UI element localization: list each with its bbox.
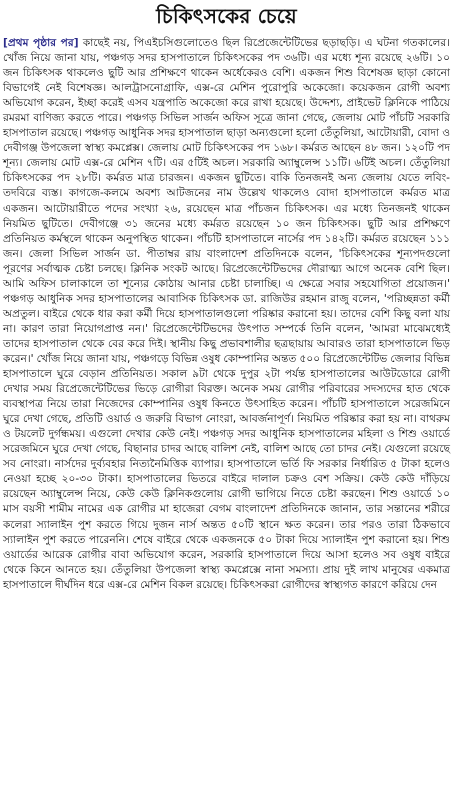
article-headline: চিকিৎসকের চেয়ে <box>156 4 297 28</box>
continued-from-front-page-label: [প্রথম পৃষ্ঠার পর] <box>3 37 79 49</box>
news-article <box>2 0 451 801</box>
article-body-text: কাছেই নয়, পিএইচসিগুলোতেও ছিল রিপ্রেজেন্টেটিভের ছড়াছড়ি। এ ঘটনা গতকালের। খোঁজ নিয়ে জানা যায়, পঞ্চগড় সদর হাসপাতালে চিকিৎসকের পদ ৩৬টি। এর মধ্যে শূন্য রয়েছে ২৬টি। ১০ জন চিকিৎসক থাকলেও ছুটি আর প্রশিক্ষণে থাকেন অর্ধেকেরও বেশি। একজন শিশু বিশেষজ্ঞ ছাড়া কোনো বিভাগেই নেই বিশেষজ্ঞ। আলট্রাসনোগ্রাফি, এক্স-রে মেশিন পুরোপুরি অকেজো। কয়েকজন রোগী অবশ্য অভিযোগ করেন, ইচ্ছা করেই এসব যন্ত্রপাতি অকেজো করে রাখা হয়েছে। উদ্দেশ্য, প্রাইভেট ক্লিনিকে পাঠিয়ে রমরমা বাণিজ্য করতে পারে। পঞ্চগড় সিভিল সার্জন অফিস সূত্রে জানা গেছে, জেলায় মোট পাঁচটি সরকারি হাসপাতাল রয়েছে। পঞ্চগড় আধুনিক সদর হাসপাতাল ছাড়া অন্যগুলো হলো তেঁতুলিয়া, আটোয়ারী, বোদা ও দেবীগঞ্জ উপজেলা স্বাস্থ্য কমপ্লেক্স। জেলায় মোট চিকিৎসকের পদ ১৬৮। কর্মরত আছেন ৪৮ জন। ১২০টি পদ শূন্য। জেলায় মোট এক্স-রে মেশিন ৭টি। এর ৫টিই অচল। সরকারি অ্যাম্বুলেন্স ১১টি। ৬টিই অচল। তেঁতুলিয়া চিকিৎসকের পদ ২৮টি। কর্মরত মাত্র চারজন। একজন ছুটিতে। বাকি তিনজনই অন্য জেলায় যেতে লবিং-তদবিরে ব্যস্ত। কাগজে-কলমে অবশ্য আটজনের নাম উল্লেখ থাকলেও বোদা হাসপাতালে কর্মরত মাত্র একজন। আটোয়ারীতে পদের সংখ্যা ২৬, রয়েছেন মাত্র পাঁচজন চিকিৎসক। এর মধ্যে তিনজনই থাকেন নিয়মিত ছুটিতে। দেবীগঞ্জে ৩১ জনের মধ্যে কর্মরত রয়েছেন ১০ জন চিকিৎসক। ছুটি আর প্রশিক্ষণে প্রতিনিয়ত কর্মস্থলে থাকেন অনুপস্থিত থাকেন। পাঁচটি হাসপাতালে নার্সের পদ ১৪২টি। কর্মরত রয়েছেন ১১১ জন। জেলা সিভিল সার্জন ডা. পীতাম্বর রায় বাংলাদেশ প্রতিদিনকে বলেন, 'চিকিৎসকের শূন্যপদগুলো পূরণের সর্বাত্মক চেষ্টা চলছে। ক্লিনিক সংকট আছে। রিপ্রেজেন্টেটিভদের দৌরাত্ম্য আগে অনেক বেশি ছিল। আমি অফিস চালাকালে তা শূন্যের কোঠায় আনার চেষ্টা চালাচ্ছি। এ ক্ষেত্রে সবার সহযোগিতা প্রয়োজন।' পঞ্চগড় আধুনিক সদর হাসপাতালের আবাসিক চিকিৎসক ডা. রাজিউর রহমান রাজু বলেন, 'পরিচ্ছন্নতা কর্মী অপ্রতুল। বাইরে থেকে ধার করা কর্মী দিয়ে হাসপাতালগুলো পরিষ্কার করানো হয়। তাদের বেশি কিছু বলা যায় না। কারণ তারা নিয়োগপ্রাপ্ত নন।' রিপ্রেজেন্টেটিভদের উৎপাত সম্পর্কে তিনি বলেন, 'আমরা মাঝেমধ্যেই তাদের হাসপাতাল থেকে বের করে দিই। স্থানীয় কিছু প্রভাবশালীর ছত্রছায়ায় আবারও তারা হাসপাতালে ভিড় করেন।' খোঁজ নিয়ে জানা যায়, পঞ্চগড়ে বিভিন্ন ওষুধ কোম্পানির অন্তত ৫০০ রিপ্রেজেন্টেটিভ জেলার বিভিন্ন হাসপাতালে ঘুরে বেড়ান প্রতিনিয়ত। সকাল ৯টা থেকে দুপুর ২টা পর্যন্ত হাসপাতালের আউটডোরে রোগী দেখার সময় রিপ্রেজেন্টেটিভের ভিড়ে রোগীরা বিরক্ত। অনেক সময় রোগীর পরিবারের সদস্যদের হাত থেকে ব্যবস্থাপত্র নিয়ে তারা নিজেদের কোম্পানির ওষুধ কিনতে উৎসাহিত করেন। পাঁচটি হাসপাতালে সরেজমিনে ঘুরে দেখা গেছে, প্রতিটি ওয়ার্ড ও জরুরি বিভাগ নোংরা, আবর্জনাপূর্ণ। নিয়মিত পরিষ্কার করা হয় না। বাথরুম ও টয়লেট দুর্গন্ধময়। এগুলো দেখার কেউ নেই। পঞ্চগড় সদর আধুনিক হাসপাতালের মহিলা ও শিশু ওয়ার্ডে সরেজমিনে ঘুরে দেখা গেছে, বিছানার চাদর আছে বালিশ নেই, বালিশ আছে তো চাদর নেই। যেগুলো রয়েছে সব নোংরা। নার্সদের দুর্ব্যবহার নিত্যনৈমিত্তিক ব্যাপার। হাসপাতালে ভর্তি ফি সরকার নির্ধারিত ৫ টাকা হলেও নেওয়া হচ্ছে ২০-৩০ টাকা। হাসপাতালের ভিতরে বাইরে দালাল চক্রও বেশ সক্রিয়। কেউ কেউ দাঁড়িয়ে রয়েছেন অ্যাম্বুলেন্স নিয়ে, কেউ কেউ ক্লিনিকগুলোয় রোগী ভাগিয়ে নিতে চেষ্টা করছেন। শিশু ওয়ার্ডে ১০ মাস বয়সী শামীম নামের এক রোগীর মা হাজেরা বেগম বাংলাদেশ প্রতিদিনকে জানান, তার সন্তানের শরীরে কলেরা স্যালাইন পুশ করতে গিয়ে দুজন নার্স অন্তত ৫০টি স্থানে ক্ষত করেন। তার পরও তারা ঠিকভাবে স্যালাইন পুশ করতে পারেননি। শেষে বাইরে থেকে একজনকে ৫০ টাকা দিয়ে স্যালাইন পুশ করানো হয়। শিশু ওয়ার্ডের আরেক রোগীর বাবা অভিযোগ করেন, সরকারি হাসপাতালে দিয়ে আসা হলেও সব ওষুধ বাইরে থেকে কিনে আনতে হয়। তেঁতুলিয়া উপজেলা স্বাস্থ্য কমপ্লেক্সে নানা সমস্যা। প্রায় দুই লাখ মানুষের একমাত্র হাসপাতালে দীর্ঘদিন ধরে এক্স-রে মেশিন বিকল রয়েছে। চিকিৎসকরা রোগীদের স্বাস্থ্যগত কারণে করিয়ে দেন <box>3 37 451 591</box>
article-body <box>2 36 451 593</box>
